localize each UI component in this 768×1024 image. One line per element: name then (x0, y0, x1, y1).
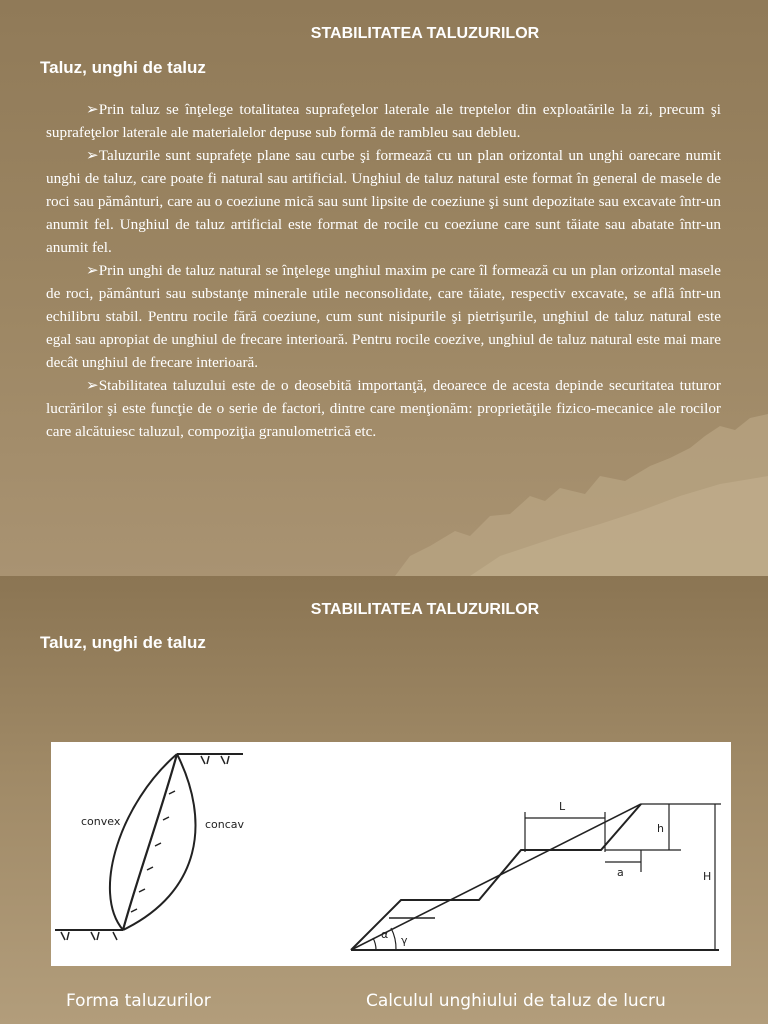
caption-right: Calculul unghiului de taluz de lucru (366, 991, 666, 1011)
slope-diagrams (51, 742, 731, 966)
paragraph: ➢Taluzurile sunt suprafeţe plane sau curbe şi formează cu un plan orizontal un unghi oarecare numit unghi de taluz, care poate fi natural sau artificial. Unghiul de taluz natural este format în general de masele de roci sau pământuri, care au o coeziune mică sau sunt lipsite de coeziune şi sunt depozitate sau excavate într-un anumit fel. Unghiul de taluz artificial este format de rocile cu coeziune care sunt tăiate sau abatate într-un anumit fel. (46, 147, 721, 256)
slide-2 (0, 576, 768, 1024)
slide-title: STABILITATEA TALUZURILOR (310, 601, 540, 618)
label-H: H (703, 870, 712, 883)
slide-body-text (46, 98, 721, 443)
bullet-arrow-icon: ➢ (86, 262, 99, 279)
label-concav: concav (205, 818, 245, 831)
label-L: L (559, 800, 566, 813)
bullet-arrow-icon: ➢ (86, 147, 99, 164)
label-h: h (657, 822, 664, 835)
slide-subtitle: Taluz, unghi de taluz (40, 58, 206, 77)
label-a: a (617, 866, 624, 879)
slope-shape-diagram (55, 754, 243, 940)
paragraph: ➢Prin unghi de taluz natural se înţelege unghiul maxim pe care îl formează cu un plan orizontal masele de roci, pământuri sau substanţe minerale utile neconsolidate, care tăiate, respectiv excavate, se află într-un echilibru stabil. Pentru rocile fără coeziune, cum sunt nisipurile şi pietrişurile, unghiul de taluz natural este egal sau apropiat de unghiul de frecare interioară. Pentru rocile coezive, unghiul de taluz natural este mai mare decât unghiul de frecare interioară. (46, 262, 721, 371)
label-alpha: α (381, 928, 389, 941)
label-gamma: γ (401, 934, 408, 947)
figure-panel (51, 742, 731, 966)
caption-left: Forma taluzurilor (66, 991, 211, 1011)
paragraph: ➢Stabilitatea taluzului este de o deosebită importanţă, deoarece de acesta depinde securitatea tuturor lucrărilor şi este funcţie de o serie de factori, dintre care menţionăm: proprietăţile fizico-mecanice ale rocilor care alcătuiesc taluzul, compoziţia granulometrică etc. (46, 377, 721, 440)
label-convex: convex (81, 815, 121, 828)
paragraph: ➢Prin taluz se înţelege totalitatea suprafeţelor laterale ale treptelor din exploatările la zi, precum şi suprafeţelor laterale ale materialelor depuse sub formă de rambleu sau debleu. (46, 101, 721, 141)
bullet-arrow-icon: ➢ (86, 101, 99, 118)
bench-slope-diagram (351, 804, 721, 950)
slide-subtitle: Taluz, unghi de taluz (40, 633, 206, 652)
bullet-arrow-icon: ➢ (86, 377, 99, 394)
slide-title: STABILITATEA TALUZURILOR (310, 25, 540, 42)
